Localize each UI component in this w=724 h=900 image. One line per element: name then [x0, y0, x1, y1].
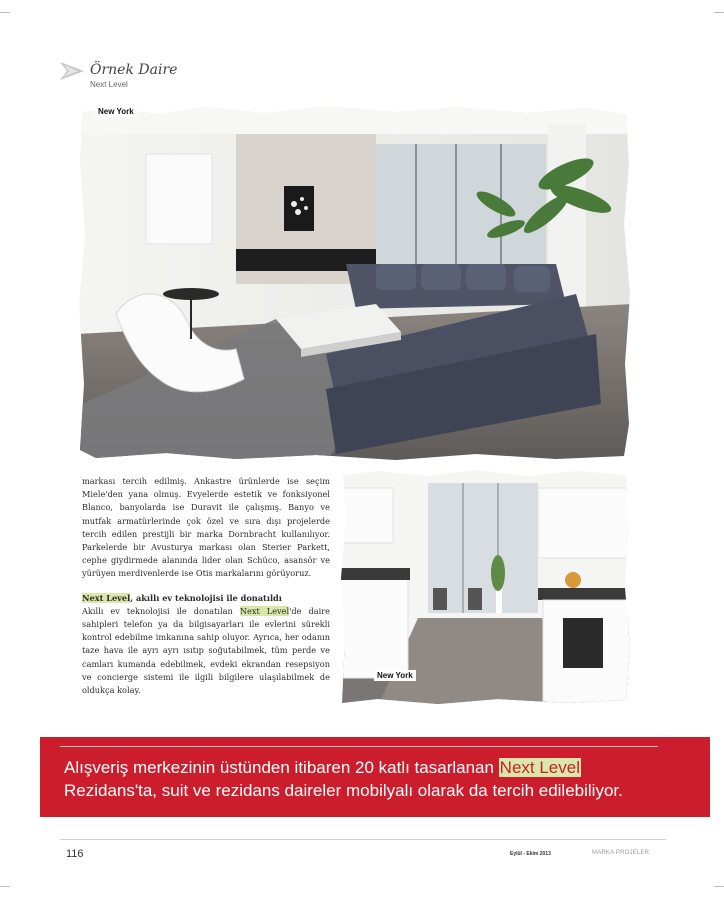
issue-date: Eylül - Ekim 2013	[510, 851, 551, 857]
subheading-rest: , akıllı ev teknolojisi ile donatıldı	[130, 592, 282, 603]
page-title: Örnek Daire	[90, 62, 178, 78]
article-subheading	[82, 592, 330, 605]
footer-rule	[60, 839, 666, 840]
page-number: 116	[66, 848, 84, 860]
pull-quote-line1: Alışveriş merkezinin üstünden itibaren 20 katlı tasarlanan	[64, 758, 499, 777]
article-paragraph	[82, 605, 330, 697]
crop-mark	[0, 886, 10, 887]
paragraph-text: Akıllı ev teknolojisi ile donatılan	[82, 605, 240, 616]
pull-quote-line2: Rezidans'ta, suit ve rezidans daireler mobilyalı olarak da tercih edilebiliyor.	[64, 781, 623, 800]
arrow-icon	[60, 60, 86, 82]
pull-quote-highlight: Next Level	[499, 758, 580, 777]
paragraph-highlight: Next Level	[239, 605, 290, 616]
article-paragraph: markası tercih edilmiş. Ankastre ürünlerde ise seçim Miele'den yana olmuş. Evyelerde estetik ve fonksiyonel Blanco, banyolarda ise Duravit ile çalışmış. Banyo ve mutfak armatürlerinde çok özel ve sıra dışı projelerde tercih edilen prestijli bir marka Dornbracht kullanılıyor. Parkelerde bir Avusturya markası olan Sterier Parkett, cephe giydirmede alanında lider olan Schüco, asansör ve yürüyen merdivenlerde ise Otis markalarını görüyoruz.	[82, 476, 330, 579]
crop-mark	[0, 12, 10, 13]
subheading-highlight: Next Level	[82, 592, 131, 603]
banner-rule	[60, 746, 658, 747]
side-photo-location-label: New York	[374, 670, 416, 681]
crop-mark	[714, 12, 724, 13]
crop-mark	[714, 886, 724, 887]
pull-quote-banner	[40, 737, 710, 817]
top-photo-location-label: New York	[95, 106, 137, 117]
pull-quote-text	[64, 756, 684, 802]
living-room-photo	[76, 104, 632, 462]
magazine-name: MARKA PROJELER	[592, 850, 650, 856]
article-body	[82, 475, 330, 697]
paragraph-text: 'de daire sahipleri telefon ya da bilgisayarları ile evlerini sürekli kontrol edebilme imkanına sahip oluyor. Ayrıca, her odanın taze hava ile ayrı ayrı ısıtıp soğutabilmek, tüm perde ve camları kumanda edebilmek, evdeki ekrandan resepsiyon ve concierge sistemi ile ilgili bilgilere ulaşılabilmek de oldukça kolay.	[82, 605, 330, 696]
page-subtitle: Next Level	[90, 80, 128, 89]
